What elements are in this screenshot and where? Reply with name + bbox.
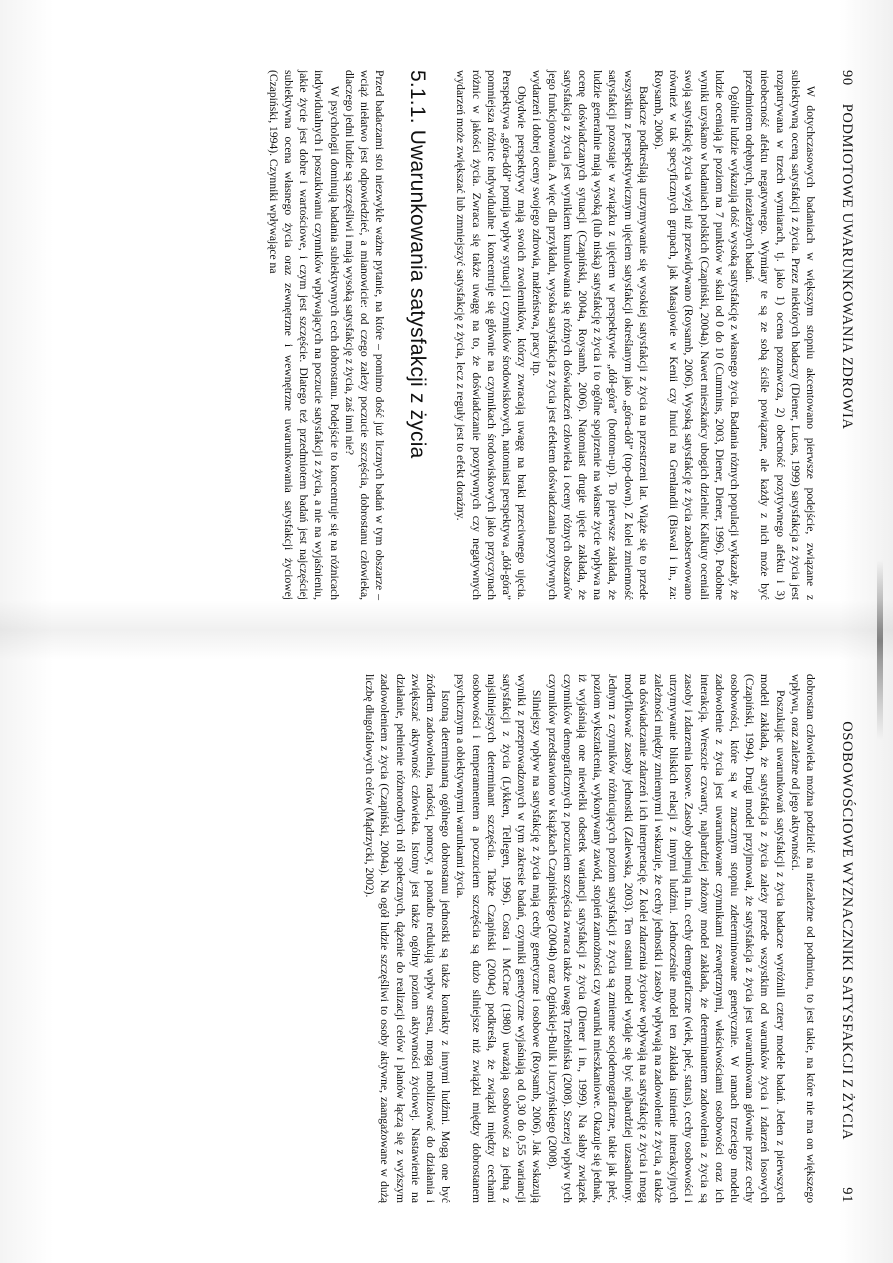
paragraph: Obydwie perspektywy mają swoich zwolenników, którzy zwracają uwagę na braki przeciwnego ujęcia. Perspektywa „góra-dół” pomija wpływ sytuacji i czynników środowiskowych, natomiast perspektywa „dół-góra” pomniejsza różnice indywidualne i koncentruje się głównie na czynnikach środowiskowych jako przyczynach różnic w jakości życia. Zwraca się także uwagę na to, że doświadczanie pozytywnych czy negatywnych wydarzeń może zwiększać lub zmniejszyć satysfakcję z życia, lecz z reguły jest to efekt doraźny.	[454, 70, 529, 600]
paragraph: Poszukując uwarunkowań satysfakcji z życia badacze wyróżnili cztery modele badań. Jeden z pierwszych modeli zakłada, że satysfakcja z życia zależy przede wszystkim od warunków życia i zdarzeń losowych (Czapiński, 1994). Drugi model przyjmował, że satysfakcja z życia jest uwarunkowana głównie przez cechy osobowości, które są w znacznym stopniu zdeterminowane genetycznie. W ramach trzeciego modelu zadowolenie z życia jest uwarunkowane czynnikami zewnętrznymi, właściwościami osobowości oraz ich interakcją. Wreszcie czwarty, najbardziej złożony model zakłada, że determinantem zadowolenia z życia są zasoby i zdarzenia losowe. Zasoby obejmują m.in. cechy demograficzne (wiek, płeć, status), cechy osobowości i utrzymywanie bliskich relacji z innymi ludźmi. Jednocześnie model ten zakłada istnienie interakcyjnych zależności między zmiennymi i wskazuje, że cechy jednostki i zasoby wpływają na zadowolenie z życia, a także na doświadczanie zdarzeń i ich interpretację. Z kolei zdarzenia życiowe wpływają na satysfakcję z życia i mogą modyfikować zasoby jednostki (Zalewska, 2003). Ten ostatni model wydaje się być najbardziej uzasadniony. Jednym z czynników różnicujących poziom satysfakcji z życia są zmienne socjodemograficzne, takie jak płeć, poziom wykształcenia, wykonywany zawód, stopień zamożności czy warunki mieszkaniowe. Okazuje się jednak, iż wyjaśniają one niewielki odsetek wariancji satysfakcji z życia (Diener i in., 1999). Na słaby związek czynników demograficznych z poczuciem szczęścia zwraca także uwagę Trzebińska (2008). Szerzej wpływ tych czynników przedstawiono w książkach Czapińskiego (2004b) oraz Ogińskiej-Bulik i Juczyńskiego (2008).	[545, 674, 787, 1203]
right-page	[0, 640, 893, 1263]
paragraph: W psychologii dominują badania subiektywnych cech dobrostanu. Podejście to koncentruje się na różnicach indywidualnych i poszukiwaniu czynników wpływających na poczucie satysfakcji z życia, a nie na wyjaśnieniu, jakie życie jest dobre i wartościowe, i czym jest szczęście. Dlatego też przedmiotem badań jest najczęściej subiektywna ocena własnego życia oraz zewnętrzne i wewnętrzne uwarunkowania satysfakcji życiowej (Czapiński, 1994). Czynniki wpływające na	[266, 70, 341, 600]
left-page-body	[266, 70, 819, 600]
right-running-head-title: OSOBOWOŚCIOWE WYZNACZNIKI SATYSFAKCJI Z ŻYCIA	[839, 721, 855, 1141]
paragraph: Silniejszy wpływ na satysfakcję z życia mają cechy genetyczne i osobowe (Roysamb, 2006). Jak wskazują wyniki z przeprowadzonych w tym zakresie badań, czynniki genetyczne wyjaśniają od 0,30 do 0,55 wariancji satysfakcji z życia (Lykken, Tellegen, 1996). Costa i McCrae (1980) uważają osobowość za jedną z najsilniejszych determinant szczęścia. Także Czapiński (2004c) podkreśla, że związki między cechami osobowości i temperamentem a poczuciem szczęścia są dużo silniejsze niż związki między dobrostanem psychicznym a obiektywnymi warunkami życia.	[454, 674, 544, 1203]
left-running-head	[838, 70, 855, 600]
paragraph: Istotną determinantą ogólnego dobrostanu jednostki są także kontakty z innymi ludźmi. Mogą one być źródłem zadowolenia, radości, pomocy, a ponadto redukują wpływ stresu, mogą mobilizować do działania i zwiększać aktywność człowieka. Istotny jest także ogólny poziom aktywności życiowej. Nastawienie na działanie, pełnienie różnorodnych ról społecznych, dążenie do realizacji celów i planów łączą się z wyższym zadowoleniem z życia (Czapiński, 2004a). Na ogół ludzie szczęśliwi to osoby aktywne, zaangażowane w dużą liczbę długofalowych celów (Mądrzycki, 2002).	[363, 674, 453, 1203]
right-running-head	[838, 674, 855, 1203]
paragraph: dobrostan człowieka można podzielić na niezależne od podmiotu, to jest takie, na które nie ma on większego wpływu, oraz zależne od jego aktywności.	[788, 674, 817, 1203]
left-running-head-title: PODMIOTOWE UWARUNKOWANIA ZDROWIA	[839, 103, 855, 430]
paragraph: W dotychczasowych badaniach w większym stopniu akcentowano pierwsze podejście, związane z subiektywną oceną satysfakcji z życia. Przez niektórych badaczy (Diener, Lucas, 1999) satysfakcja z życia jest rozpatrywana w trzech wymiarach, tj. jako 1) ocena poznawcza, 2) obecność pozytywnego afektu i 3) nieobecność afektu negatywnego. Wymiary te są ze sobą ściśle powiązane, ale każdy z nich może być przedmiotem odrębnych, niezależnych badań.	[743, 70, 817, 600]
paragraph: Przed badaczami stoi niezwykle ważne pytanie, na które – pomimo dość już licznych badań w tym obszarze – wciąż niełatwo jest odpowiedzieć, a mianowicie: od czego zależy poczucie szczęścia, dobrostanu człowieka, dlaczego jedni ludzie są szczęśliwi i mają wysoką satysfakcję z życia, zaś inni nie?	[342, 70, 387, 600]
paragraph: Ogólnie ludzie wykazują dość wysoką satysfakcję z własnego życia. Badania różnych populacji wykazały, że ludzie oceniają je poziom na 7 punktów w skali od 0 do 10 (Cummins, 2003, Diener, Diener, 1996). Podobne wyniki uzyskano w badaniach polskich (Czapiński, 2004a). Nawet mieszkańcy ubogich dzielnic Kalkuty oceniali swoją satysfakcję życia wyżej niż przewidywano (Roysamb, 2006). Wysoką satysfakcję z życia zaobserwowano również w tak specyficznych grupach, jak Masajowie w Kenii czy Inuici na Grenlandii (Biswal i in., za: Roysamb, 2006).	[651, 70, 741, 600]
right-page-number: 91	[839, 1187, 855, 1203]
section-heading: 5.1.1. Uwarunkowania satysfakcji z życia	[406, 70, 430, 459]
paragraph: Badacze podkreślają utrzymywanie się wysokiej satysfakcji z życia na przestrzeni lat. Wiąże się to przede wszystkim z perspektywicznym ujęciem satysfakcji określanym jako „góra-dół” (top-down). Z kolei zmienność satysfakcji pozostaje w związku z ujęciem w perspektywie „dół-góra” (bottom-up). To pierwsze zakłada, że ludzie generalnie mają wysoką (lub niską) satysfakcję z życia i to ogólne spojrzenie na własne życie wpływa na ocenę doświadczanych sytuacji (Czapiński, 2004a, Roysamb, 2006). Natomiast drugie ujęcie zakłada, że satysfakcja z życia jest wynikiem kumulowania się różnych doświadczeń człowieka i oceny różnych obszarów jego funkcjonowania. A więc dla przykładu, wysoka satysfakcja z życia jest efektem doświadczania pozytywnych wydarzeń i dobrej oceny swojego zdrowia, małżeństwa, pracy itp.	[530, 70, 650, 600]
left-page-number: 90	[839, 70, 855, 86]
right-page-body	[362, 674, 818, 1203]
